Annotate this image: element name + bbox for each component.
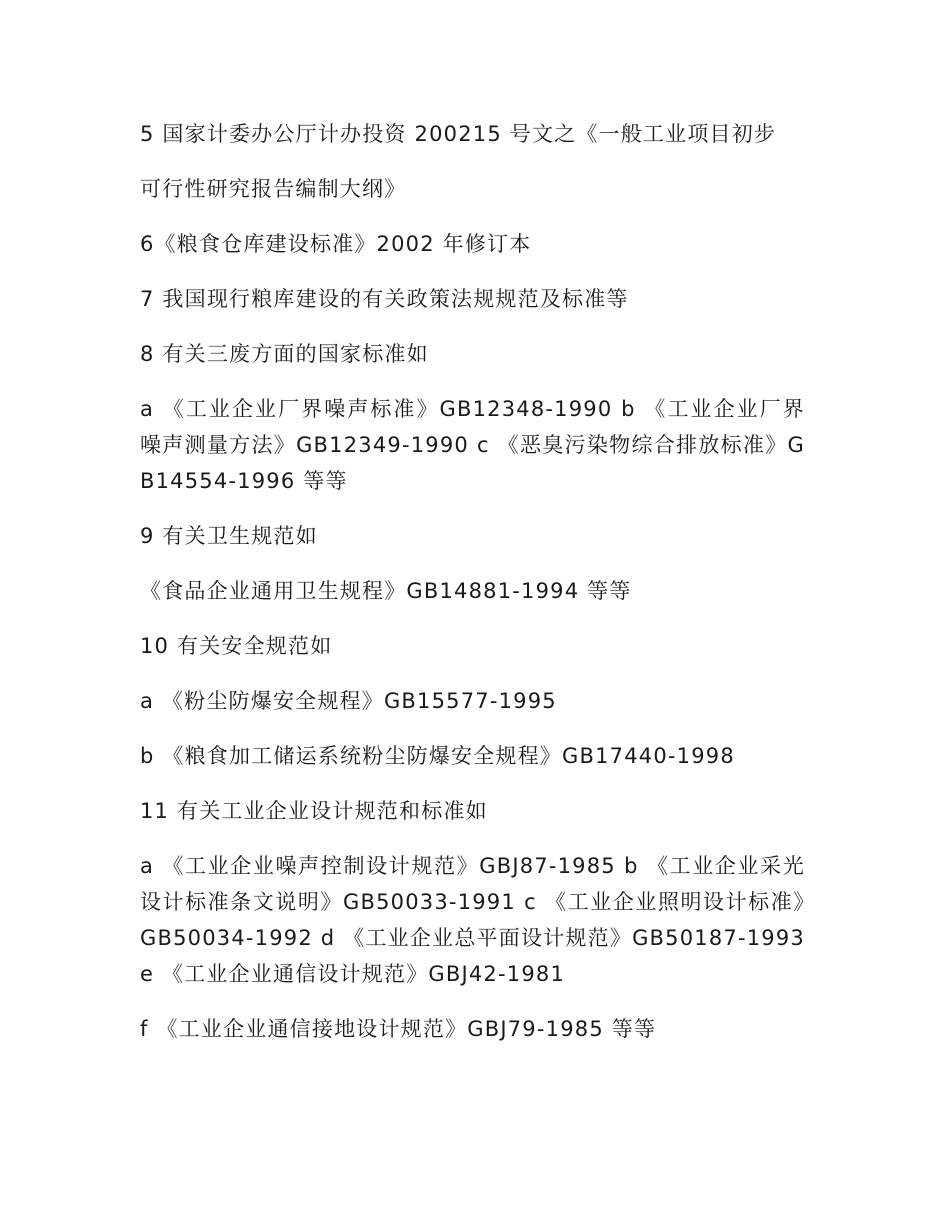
paragraph-item-10-a: a 《粉尘防爆安全规程》GB15577-1995 [140, 689, 557, 713]
paragraph-item-7: 7 我国现行粮库建设的有关政策法规规范及标准等 [140, 287, 629, 311]
paragraph-item-8-list: a 《工业企业厂界噪声标准》GB12348-1990 b 《工业企业厂界噪声测量方法》GB12349-1990 c 《恶臭污染物综合排放标准》GB14554-1996 等等 [140, 397, 805, 493]
paragraph-item-8: 8 有关三废方面的国家标准如 [140, 342, 429, 366]
paragraph-item-6: 6《粮食仓库建设标准》2002 年修订本 [140, 232, 532, 256]
paragraph-item-11: 11 有关工业企业设计规范和标准如 [140, 799, 488, 823]
paragraph-item-11-list: a 《工业企业噪声控制设计规范》GBJ87-1985 b 《工业企业采光设计标准条文说明》GB50033-1991 c 《工业企业照明设计标准》GB50034-1992 d 《工业企业总平面设计规范》GB50187-1993 e 《工业企业通信设计规范》GBJ42-1981 [140, 854, 805, 986]
paragraph-item-10-b: b 《粮食加工储运系统粉尘防爆安全规程》GB17440-1998 [140, 744, 735, 768]
paragraph-item-10: 10 有关安全规范如 [140, 634, 333, 658]
paragraph-item-5: 5 国家计委办公厅计办投资 200215 号文之《一般工业项目初步 [140, 122, 777, 146]
paragraph-item-9: 9 有关卫生规范如 [140, 524, 318, 548]
paragraph-item-9-list: 《食品企业通用卫生规程》GB14881-1994 等等 [140, 579, 632, 603]
document-body [140, 116, 805, 1066]
paragraph-item-11-f: f 《工业企业通信接地设计规范》GBJ79-1985 等等 [140, 1017, 657, 1041]
paragraph-item-5-continued: 可行性研究报告编制大纲》 [140, 177, 407, 201]
